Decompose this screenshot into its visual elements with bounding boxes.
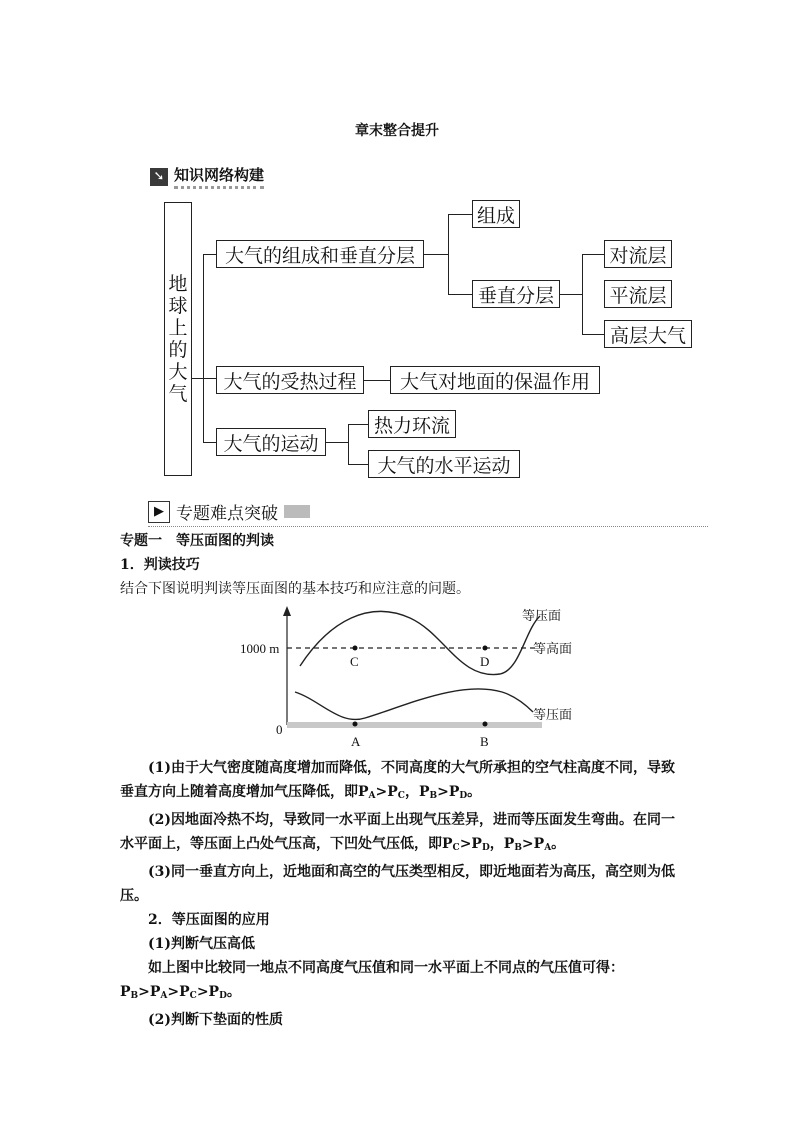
section-header-network	[150, 164, 264, 189]
node-upper: 高层大气	[604, 320, 692, 348]
connector	[326, 442, 348, 443]
isobar-diagram	[230, 600, 610, 750]
intro-text: 结合下图说明判读等压面图的基本技巧和应注意的问题。	[120, 581, 470, 597]
label-1000m: 1000 m	[240, 641, 280, 656]
node-horizontal: 大气的水平运动	[368, 450, 520, 478]
connector	[348, 464, 368, 465]
point-d	[483, 646, 488, 651]
node-zucheng: 组成	[472, 200, 520, 228]
topic-heading: 专题一 等压面图的判读 1．判读技巧 结合下图说明判读等压面图的基本技巧和应注意的问题。	[120, 529, 680, 601]
connector	[203, 254, 216, 255]
node-motion: 大气的运动	[216, 428, 326, 456]
label-0: 0	[276, 722, 283, 737]
connector	[582, 254, 604, 255]
node-troposphere: 对流层	[604, 240, 672, 268]
ground	[287, 722, 542, 728]
connector	[364, 380, 390, 381]
section-label: 知识网络构建	[174, 164, 264, 189]
label-c: C	[350, 654, 359, 669]
page-title: 章末整合提升	[355, 123, 439, 139]
section-label: 专题难点突破	[176, 504, 278, 524]
explanation-text	[120, 756, 680, 1032]
label-d: D	[480, 654, 490, 669]
connector	[448, 214, 472, 215]
y-axis-arrow-icon	[283, 606, 291, 616]
node-insulation: 大气对地面的保温作用	[390, 366, 600, 394]
paragraph-2: (2)因地面冷热不均，导致同一水平面上出现气压差异，进而等压面发生弯曲。在同一水平面上，等压面上凸处气压高，下凹处气压低，即$P_C>P_D$，$P_B>P_A$。	[120, 812, 675, 853]
connector	[192, 378, 216, 379]
subheading: 1．判读技巧	[120, 557, 200, 573]
subheading-2-2: (2)判断下垫面的性质	[148, 1012, 283, 1028]
connector	[348, 424, 368, 425]
isobar-upper	[300, 611, 540, 674]
paragraph-4: 如上图中比较同一地点不同高度气压值和同一水平面上不同点的气压值可得：$P_B>P_A>P_C>P_D$。	[120, 960, 624, 1001]
label-contour: 等高面	[533, 641, 573, 656]
connector	[448, 214, 449, 294]
root-node: 地球上的大气	[164, 202, 192, 476]
root-branch-line	[203, 254, 204, 442]
label-isobar-bottom: 等压面	[533, 707, 573, 722]
label-b: B	[480, 734, 489, 749]
connector	[348, 424, 349, 464]
connector	[203, 442, 216, 443]
connector	[582, 334, 604, 335]
node-heating: 大气的受热过程	[216, 366, 364, 394]
paragraph-3: (3)同一垂直方向上，近地面和高空的气压类型相反，即近地面若为高压，高空则为低压。	[120, 864, 675, 904]
isobar-lower	[295, 689, 533, 720]
connector	[448, 294, 472, 295]
node-vertical: 垂直分层	[472, 280, 560, 308]
node-thermal: 热力环流	[368, 410, 456, 438]
section-header-topics	[148, 499, 708, 527]
node-stratosphere: 平流层	[604, 280, 672, 308]
label-a: A	[351, 734, 361, 749]
point-c	[353, 646, 358, 651]
point-a	[353, 722, 358, 727]
label-isobar-top: 等压面	[522, 608, 562, 623]
paragraph-1: (1)由于大气密度随高度增加而降低，不同高度的大气所承担的空气柱高度不同，导致垂直方向上随着高度增加气压降低，即$P_A>P_C$，$P_B>P_D$。	[120, 760, 675, 801]
connector	[560, 294, 582, 295]
connector	[424, 254, 448, 255]
point-b	[483, 722, 488, 727]
subheading-2-1: (1)判断气压高低	[148, 936, 255, 952]
play-icon: ▶	[148, 501, 170, 523]
arrow-icon: ➘	[150, 168, 168, 186]
decor-bar	[284, 505, 310, 518]
node-composition: 大气的组成和垂直分层	[216, 240, 424, 268]
subheading-2: 2．等压面图的应用	[148, 912, 270, 928]
connector	[582, 254, 583, 334]
